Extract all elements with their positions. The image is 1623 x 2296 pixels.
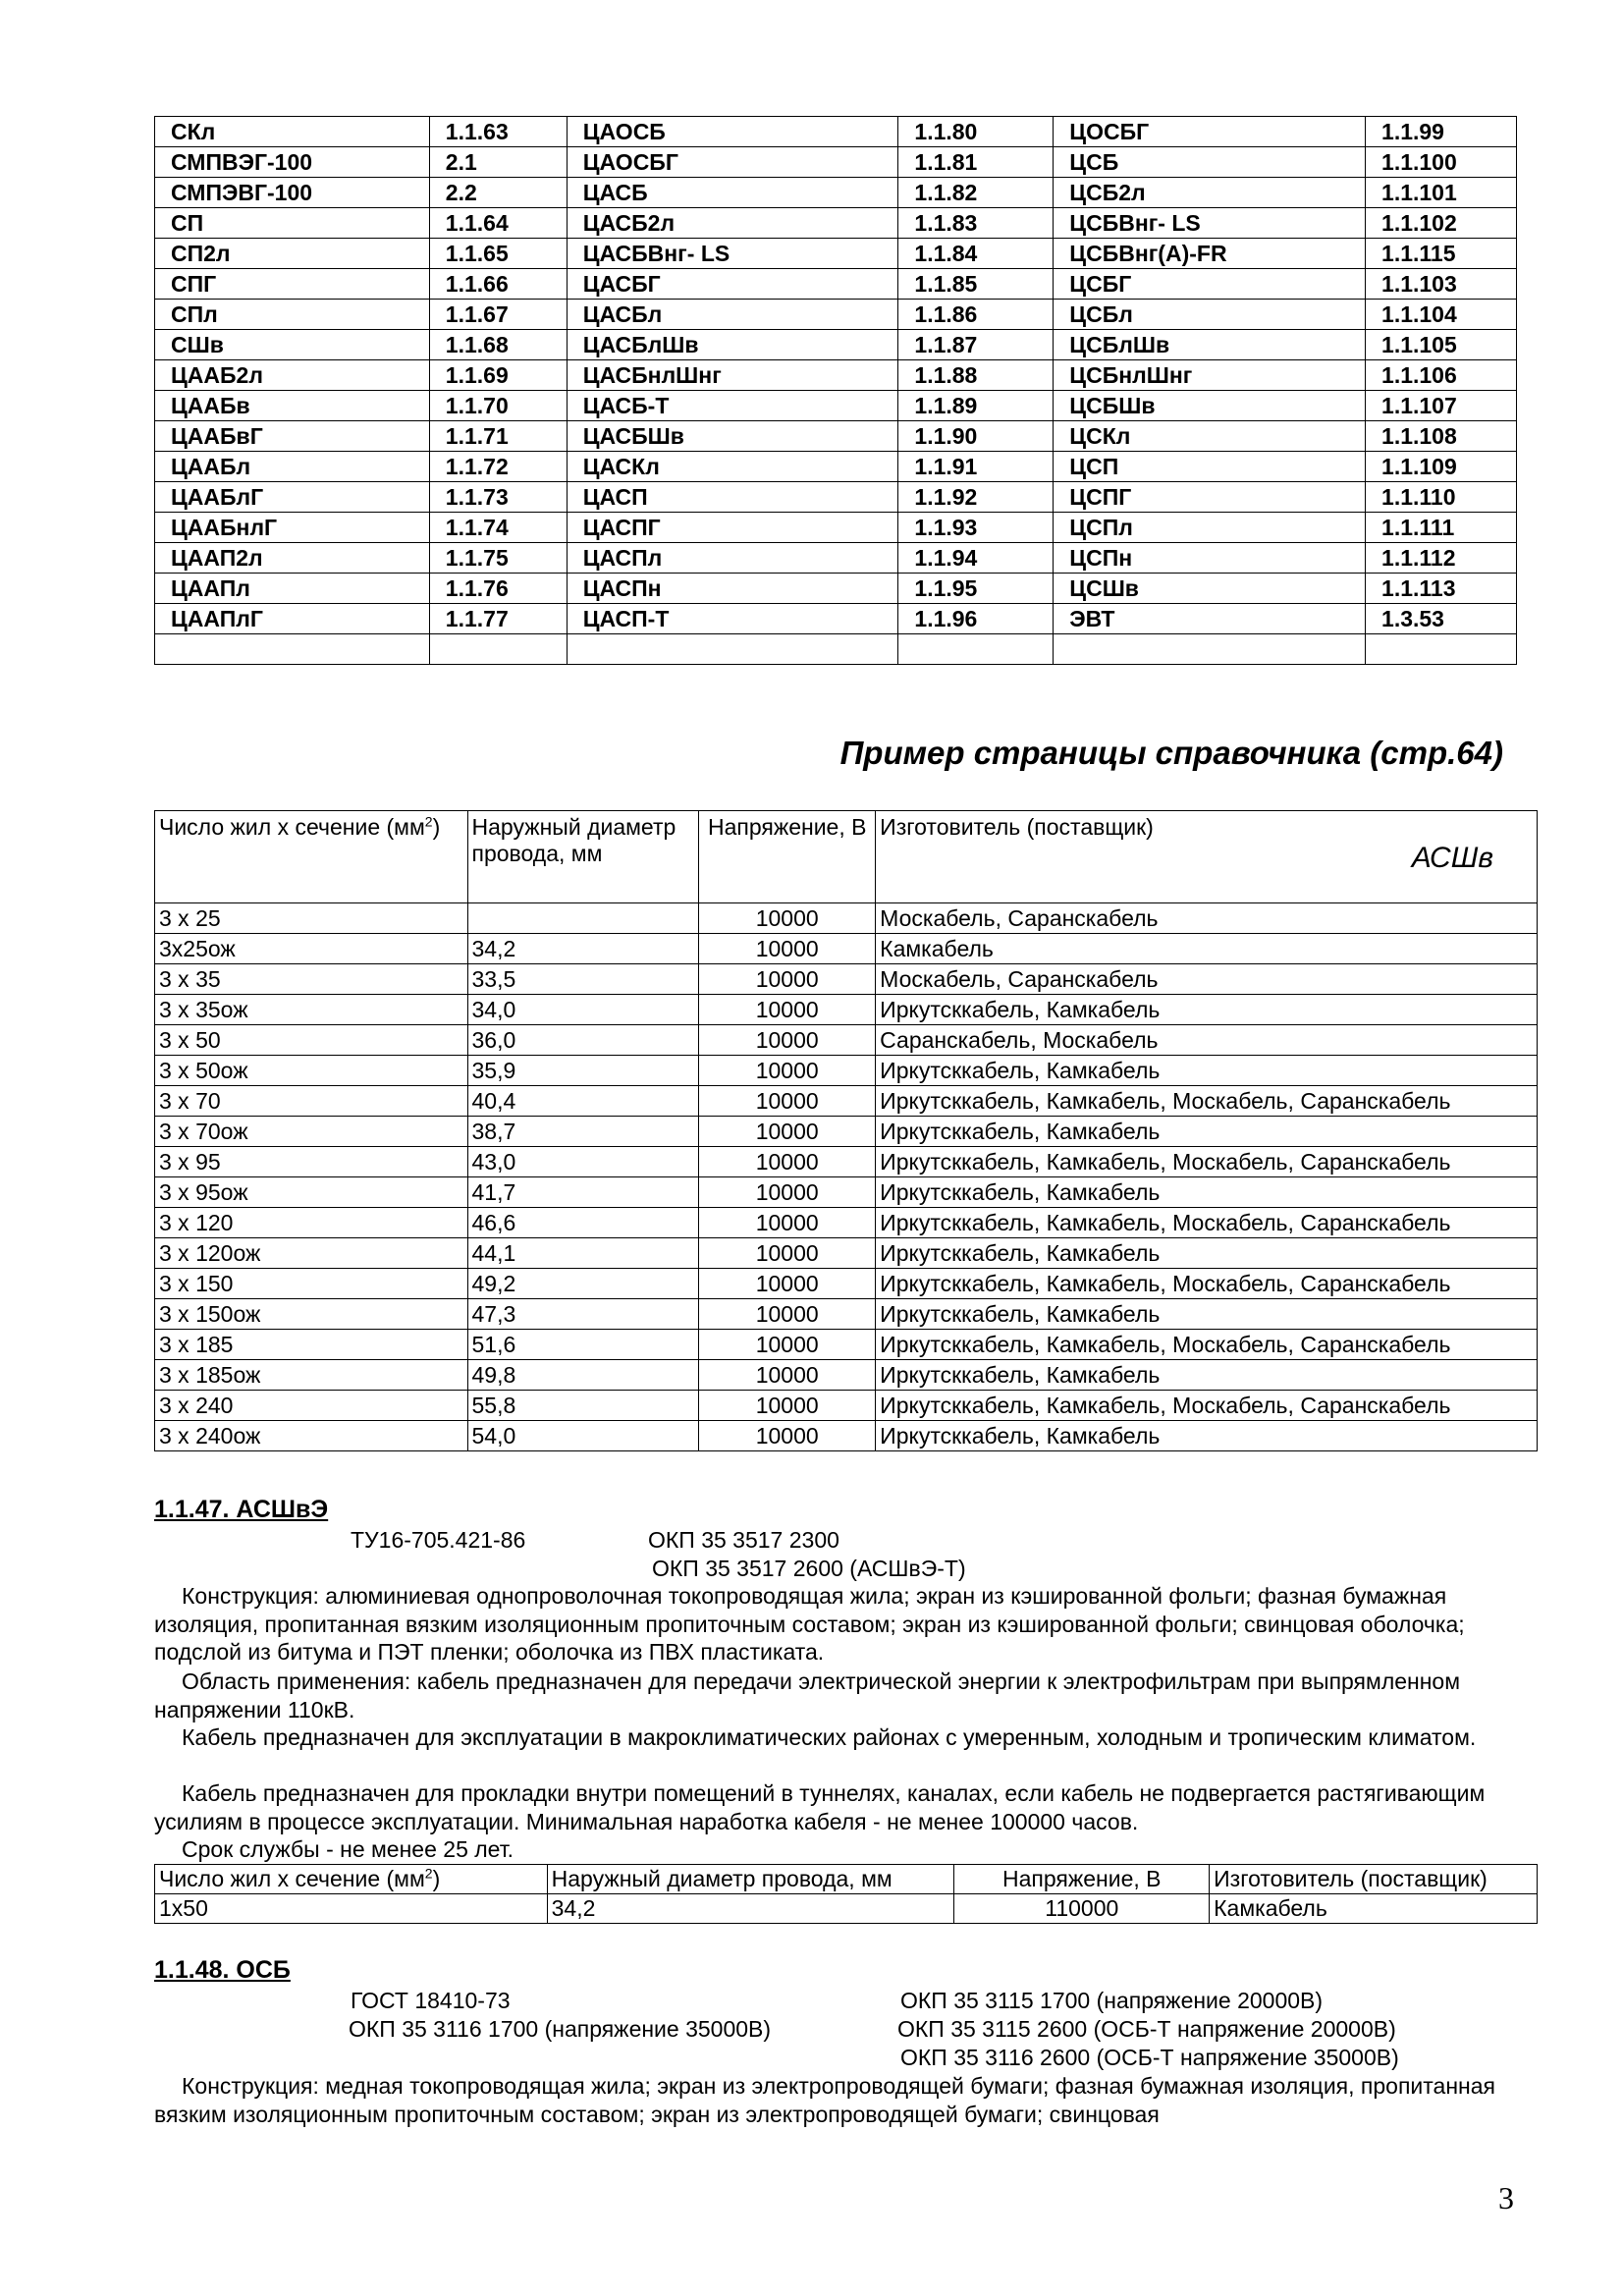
table-cell: 1.1.111 — [1366, 513, 1517, 543]
table-cell: 1.1.110 — [1366, 482, 1517, 513]
asshve-service-life: Срок службы - не менее 25 лет. — [182, 1836, 514, 1862]
table-cell: 1.1.81 — [898, 147, 1054, 178]
table-cell: 1.1.90 — [898, 421, 1054, 452]
table-cell: 10000 — [699, 1238, 876, 1269]
table-cell: 3 х 50 — [155, 1025, 468, 1056]
cable-mark: АСШв — [1411, 842, 1493, 874]
table-cell: ЦАСПл — [567, 543, 898, 574]
table-cell: 10000 — [699, 903, 876, 934]
table-cell: СПГ — [155, 269, 430, 300]
table-cell — [1054, 634, 1366, 665]
table-cell: 3 х 70 — [155, 1086, 468, 1117]
table-cell: ЦАОСБ — [567, 117, 898, 147]
table-cell: 10000 — [699, 1056, 876, 1086]
table-cell: 3 х 120 — [155, 1208, 468, 1238]
header-cores-section-tail: ) — [432, 814, 441, 840]
table-cell: ЦСБ — [1054, 147, 1366, 178]
table-row — [155, 1269, 1538, 1299]
table-cell: СП — [155, 208, 430, 239]
osb-okp-right-3: ОКП 35 3116 2600 (ОСБ-Т напряжение 35000В) — [900, 2045, 1399, 2070]
asshve-header-cores-sup: 2 — [424, 1865, 433, 1882]
table-cell: 1.1.105 — [1366, 330, 1517, 360]
table-row — [155, 269, 1517, 300]
page-number: 3 — [1498, 2180, 1514, 2215]
header-voltage: Напряжение, В — [699, 811, 876, 903]
table-cell: 1.1.83 — [898, 208, 1054, 239]
table-row — [155, 604, 1517, 634]
table-row — [155, 574, 1517, 604]
table-cell: 1.1.76 — [429, 574, 567, 604]
table-cell: ЦАСБл — [567, 300, 898, 330]
table-cell: 41,7 — [467, 1177, 699, 1208]
table-row — [155, 1086, 1538, 1117]
header-cores-section-sup: 2 — [424, 813, 433, 830]
table-cell: 40,4 — [467, 1086, 699, 1117]
table-cell — [429, 634, 567, 665]
table-cell: ЦСБлШв — [1054, 330, 1366, 360]
table-cell: 1.1.70 — [429, 391, 567, 421]
osb-okp-right-2: ОКП 35 3115 2600 (ОСБ-Т напряжение 20000В) — [897, 2016, 1396, 2042]
asshve-construction: Конструкция: алюминиевая однопроволочная токопроводящая жила; экран из кэшированной фольги; фазная бумажная изоляция, пропитанная вязким изоляционным пропиточным составом; экран из кэшированной фольги; свинцовая оболочка; подслой из битума и ПЭТ пленки; оболочка из ПВХ пластиката. — [154, 1583, 1465, 1665]
table-cell: 1.1.107 — [1366, 391, 1517, 421]
table-cell: 1.1.85 — [898, 269, 1054, 300]
table-cell: Камкабель — [1210, 1894, 1538, 1924]
table-cell: 1.1.101 — [1366, 178, 1517, 208]
table-cell: Москабель, Саранскабель — [876, 964, 1538, 995]
table-cell: 1.1.99 — [1366, 117, 1517, 147]
table-cell: ЦАСКл — [567, 452, 898, 482]
table-cell: Камкабель — [876, 934, 1538, 964]
table-row — [155, 964, 1538, 995]
table-cell — [567, 634, 898, 665]
table-row — [155, 330, 1517, 360]
table-cell: 1.1.102 — [1366, 208, 1517, 239]
table-row — [155, 543, 1517, 574]
table-row — [155, 482, 1517, 513]
table-cell: 1.1.106 — [1366, 360, 1517, 391]
table-cell: 1.1.69 — [429, 360, 567, 391]
table-row — [155, 239, 1517, 269]
osb-okp-left: ОКП 35 3116 1700 (напряжение 35000В) — [349, 2016, 772, 2042]
table-cell: 10000 — [699, 1391, 876, 1421]
table-cell: Иркутсккабель, Камкабель — [876, 1299, 1538, 1330]
table-cell: 1х50 — [155, 1894, 548, 1924]
asshve-okp-2: ОКП 35 3517 2600 (АСШвЭ-Т) — [652, 1556, 966, 1581]
table-cell: ЦАСБШв — [567, 421, 898, 452]
table-row — [155, 1177, 1538, 1208]
table-cell: 51,6 — [467, 1330, 699, 1360]
osb-gost: ГОСТ 18410-73 — [351, 1988, 511, 2013]
table-cell: 1.1.88 — [898, 360, 1054, 391]
table-cell: 1.1.66 — [429, 269, 567, 300]
table-cell: Москабель, Саранскабель — [876, 903, 1538, 934]
table-cell: 1.1.87 — [898, 330, 1054, 360]
table-cell: ЦАСБВнг- LS — [567, 239, 898, 269]
table-cell: ЦААБ2л — [155, 360, 430, 391]
table-cell: Иркутсккабель, Камкабель, Москабель, Саранскабель — [876, 1086, 1538, 1117]
table-cell: СП2л — [155, 239, 430, 269]
table-cell: ЦАСПн — [567, 574, 898, 604]
asshve-table — [154, 1864, 1538, 1924]
header-cores-section-text: Число жил х сечение (мм — [159, 814, 425, 840]
table-cell: ЦАСБ-Т — [567, 391, 898, 421]
table-cell: ЦАОСБГ — [567, 147, 898, 178]
table-cell: 10000 — [699, 934, 876, 964]
table-row — [155, 1117, 1538, 1147]
table-cell: 3 х 150ож — [155, 1299, 468, 1330]
table-row — [155, 1330, 1538, 1360]
table-cell: 44,1 — [467, 1238, 699, 1269]
table-row — [155, 1025, 1538, 1056]
table-cell: 2.2 — [429, 178, 567, 208]
table-cell: Иркутсккабель, Камкабель, Москабель, Саранскабель — [876, 1147, 1538, 1177]
table-row — [155, 1056, 1538, 1086]
table-cell: 3х25ож — [155, 934, 468, 964]
table-row — [155, 1360, 1538, 1391]
table-cell: 34,2 — [547, 1894, 954, 1924]
table-cell: 1.1.96 — [898, 604, 1054, 634]
table-cell: Иркутсккабель, Камкабель — [876, 1117, 1538, 1147]
table-cell: 10000 — [699, 1086, 876, 1117]
table-cell: ЦААП2л — [155, 543, 430, 574]
table-cell: ЦАСБнлШнг — [567, 360, 898, 391]
table-cell: 1.1.71 — [429, 421, 567, 452]
table-cell: 1.1.104 — [1366, 300, 1517, 330]
table-cell: 3 х 70ож — [155, 1117, 468, 1147]
table-cell: ЦАСБ — [567, 178, 898, 208]
table-cell: 33,5 — [467, 964, 699, 995]
table-cell: 10000 — [699, 1360, 876, 1391]
section-title-asshve: 1.1.47. АСШвЭ — [154, 1496, 329, 1523]
asshve-header-cores-text: Число жил х сечение (мм — [159, 1866, 425, 1891]
table-cell: ЦАСП — [567, 482, 898, 513]
table-cell: 10000 — [699, 1117, 876, 1147]
asshve-installation: Кабель предназначен для прокладки внутри помещений в туннелях, каналах, если кабель не подвергается растягивающим усилиям в процессе эксплуатации. Минимальная наработка кабеля - не менее 100000 часов. — [154, 1780, 1486, 1834]
table-cell: 3 х 185ож — [155, 1360, 468, 1391]
table-cell: 3 х 35 — [155, 964, 468, 995]
table-cell: ЦАСПГ — [567, 513, 898, 543]
table-cell: 3 х 150 — [155, 1269, 468, 1299]
table-cell: 1.1.92 — [898, 482, 1054, 513]
table-cell: 49,2 — [467, 1269, 699, 1299]
table-row — [155, 1238, 1538, 1269]
table-cell: ЦСПл — [1054, 513, 1366, 543]
table-cell: Иркутсккабель, Камкабель, Москабель, Саранскабель — [876, 1208, 1538, 1238]
table-cell: 1.1.80 — [898, 117, 1054, 147]
table-row — [155, 1299, 1538, 1330]
table-cell: ЦАСП-Т — [567, 604, 898, 634]
table-cell: Иркутсккабель, Камкабель — [876, 1421, 1538, 1451]
table-cell: 3 х 50ож — [155, 1056, 468, 1086]
table-cell: ЦСПн — [1054, 543, 1366, 574]
table-cell: Иркутсккабель, Камкабель — [876, 1177, 1538, 1208]
table-cell: 3 х 120ож — [155, 1238, 468, 1269]
table-cell: 1.1.75 — [429, 543, 567, 574]
table-cell: ЦААБв — [155, 391, 430, 421]
table-cell: Саранскабель, Москабель — [876, 1025, 1538, 1056]
asshve-climate: Кабель предназначен для эксплуатации в макроклиматических районах с умеренным, холодным и тропическим климатом. — [182, 1724, 1477, 1750]
table-row — [155, 903, 1538, 934]
table-cell: ЦСПГ — [1054, 482, 1366, 513]
example-table-header — [155, 811, 1538, 903]
table-row — [155, 300, 1517, 330]
table-cell: 1.1.72 — [429, 452, 567, 482]
asshve-header-voltage: Напряжение, В — [954, 1865, 1210, 1894]
table-cell: 1.1.65 — [429, 239, 567, 269]
asshve-table-header — [155, 1865, 1538, 1894]
example-table — [154, 810, 1538, 1451]
example-table-body — [155, 811, 1538, 1451]
table-row — [155, 117, 1517, 147]
table-cell: СКл — [155, 117, 430, 147]
table-cell: 3 х 240ож — [155, 1421, 468, 1451]
table-cell: ЦААПл — [155, 574, 430, 604]
table-cell: 10000 — [699, 1177, 876, 1208]
table-cell: 3 х 95ож — [155, 1177, 468, 1208]
table-cell: 1.1.115 — [1366, 239, 1517, 269]
table-row — [155, 995, 1538, 1025]
header-outer-diameter: Наружный диаметр провода, мм — [467, 811, 699, 903]
table-row — [155, 513, 1517, 543]
table-cell: 35,9 — [467, 1056, 699, 1086]
table-cell: ЦААБл — [155, 452, 430, 482]
table-cell: 3 х 240 — [155, 1391, 468, 1421]
asshve-okp-1: ОКП 35 3517 2300 — [648, 1527, 839, 1553]
index-table-body — [155, 117, 1517, 665]
table-cell: 10000 — [699, 1147, 876, 1177]
table-cell: ЦСП — [1054, 452, 1366, 482]
table-cell: 1.1.91 — [898, 452, 1054, 482]
table-cell: 1.1.68 — [429, 330, 567, 360]
table-cell: ЦСКл — [1054, 421, 1366, 452]
table-cell: 1.1.86 — [898, 300, 1054, 330]
table-cell: 1.1.74 — [429, 513, 567, 543]
header-manufacturer-text: Изготовитель (поставщик) — [880, 814, 1154, 840]
table-cell: ЭВТ — [1054, 604, 1366, 634]
asshve-tu: ТУ16-705.421-86 — [351, 1527, 526, 1553]
table-cell: 1.1.73 — [429, 482, 567, 513]
table-row — [155, 1391, 1538, 1421]
asshve-header-cores-tail: ) — [432, 1866, 441, 1891]
table-cell: 1.1.64 — [429, 208, 567, 239]
osb-okp-right-1: ОКП 35 3115 1700 (напряжение 20000В) — [900, 1988, 1324, 2013]
table-cell — [467, 903, 699, 934]
table-cell: 49,8 — [467, 1360, 699, 1391]
table-cell: 1.1.67 — [429, 300, 567, 330]
table-cell: ЦААПлГ — [155, 604, 430, 634]
table-cell: 1.1.103 — [1366, 269, 1517, 300]
table-cell: 10000 — [699, 1269, 876, 1299]
table-cell: 1.1.112 — [1366, 543, 1517, 574]
table-cell — [155, 634, 430, 665]
header-cores-section — [155, 811, 468, 903]
table-row — [155, 391, 1517, 421]
table-cell: Иркутсккабель, Камкабель, Москабель, Саранскабель — [876, 1269, 1538, 1299]
table-cell: 1.1.93 — [898, 513, 1054, 543]
table-cell: 47,3 — [467, 1299, 699, 1330]
table-row — [155, 1421, 1538, 1451]
table-cell: ЦААБнлГ — [155, 513, 430, 543]
table-cell: 10000 — [699, 1330, 876, 1360]
table-cell: ЦСБнлШнг — [1054, 360, 1366, 391]
table-cell: 10000 — [699, 995, 876, 1025]
table-row — [155, 634, 1517, 665]
table-cell: 10000 — [699, 1299, 876, 1330]
asshve-header-manufacturer: Изготовитель (поставщик) — [1210, 1865, 1538, 1894]
table-cell: ЦААБвГ — [155, 421, 430, 452]
table-cell: ЦСБВнг(А)-FR — [1054, 239, 1366, 269]
table-cell: Иркутсккабель, Камкабель — [876, 995, 1538, 1025]
table-cell: 1.1.100 — [1366, 147, 1517, 178]
section-title-osb: 1.1.48. ОСБ — [154, 1956, 291, 1984]
table-row — [155, 208, 1517, 239]
asshve-header-diameter: Наружный диаметр провода, мм — [547, 1865, 954, 1894]
table-cell: Иркутсккабель, Камкабель, Москабель, Саранскабель — [876, 1391, 1538, 1421]
table-cell: 1.3.53 — [1366, 604, 1517, 634]
table-cell: ЦОСБГ — [1054, 117, 1366, 147]
asshve-header-cores — [155, 1865, 548, 1894]
table-cell: СШв — [155, 330, 430, 360]
table-row — [155, 934, 1538, 964]
table-cell — [898, 634, 1054, 665]
table-cell: 1.1.63 — [429, 117, 567, 147]
table-cell: ЦААБлГ — [155, 482, 430, 513]
table-cell: СМПЭВГ-100 — [155, 178, 430, 208]
table-cell: 3 х 35ож — [155, 995, 468, 1025]
header-manufacturer — [876, 811, 1538, 903]
table-cell: 1.1.113 — [1366, 574, 1517, 604]
table-cell: СМПВЭГ-100 — [155, 147, 430, 178]
table-cell: 10000 — [699, 1025, 876, 1056]
table-cell: 1.1.82 — [898, 178, 1054, 208]
table-cell: 1.1.84 — [898, 239, 1054, 269]
table-cell: 34,0 — [467, 995, 699, 1025]
table-cell: Иркутсккабель, Камкабель — [876, 1238, 1538, 1269]
table-row — [155, 360, 1517, 391]
table-cell: 3 х 25 — [155, 903, 468, 934]
table-cell: 34,2 — [467, 934, 699, 964]
table-cell: Иркутсккабель, Камкабель — [876, 1360, 1538, 1391]
table-cell: 110000 — [954, 1894, 1210, 1924]
osb-construction: Конструкция: медная токопроводящая жила; экран из электропроводящей бумаги; фазная бумажная изоляция, пропитанная вязким изоляционным пропиточным составом; экран из электропроводящей бумаги; свинцовая — [154, 2073, 1495, 2127]
table-cell: 54,0 — [467, 1421, 699, 1451]
table-cell: 10000 — [699, 1208, 876, 1238]
table-cell: 43,0 — [467, 1147, 699, 1177]
table-cell: 36,0 — [467, 1025, 699, 1056]
table-row — [155, 147, 1517, 178]
table-cell: 46,6 — [467, 1208, 699, 1238]
table-row — [155, 1894, 1538, 1924]
table-cell: 10000 — [699, 964, 876, 995]
example-heading: Пример страницы справочника (стр.64) — [839, 735, 1503, 771]
table-cell: ЦСБШв — [1054, 391, 1366, 421]
table-cell: 10000 — [699, 1421, 876, 1451]
table-row — [155, 421, 1517, 452]
table-cell: ЦАСБ2л — [567, 208, 898, 239]
table-cell: ЦСШв — [1054, 574, 1366, 604]
table-cell: 55,8 — [467, 1391, 699, 1421]
asshve-application: Область применения: кабель предназначен для передачи электрической энергии к электрофильтрам при выпрямленном напряжении 110кВ. — [154, 1668, 1461, 1722]
table-cell: 2.1 — [429, 147, 567, 178]
table-cell: ЦСБВнг- LS — [1054, 208, 1366, 239]
table-cell: СПл — [155, 300, 430, 330]
table-cell: 3 х 185 — [155, 1330, 468, 1360]
table-cell: 1.1.108 — [1366, 421, 1517, 452]
table-cell: 1.1.77 — [429, 604, 567, 634]
table-cell: 38,7 — [467, 1117, 699, 1147]
table-row — [155, 452, 1517, 482]
table-cell: 3 х 95 — [155, 1147, 468, 1177]
table-cell: 1.1.94 — [898, 543, 1054, 574]
table-cell: 1.1.95 — [898, 574, 1054, 604]
table-cell: ЦСБл — [1054, 300, 1366, 330]
table-row — [155, 1147, 1538, 1177]
table-cell: Иркутсккабель, Камкабель — [876, 1056, 1538, 1086]
table-cell: ЦСБГ — [1054, 269, 1366, 300]
table-cell: 1.1.109 — [1366, 452, 1517, 482]
table-cell: ЦСБ2л — [1054, 178, 1366, 208]
index-table — [154, 116, 1517, 665]
table-cell: Иркутсккабель, Камкабель, Москабель, Саранскабель — [876, 1330, 1538, 1360]
table-cell — [1366, 634, 1517, 665]
table-row — [155, 178, 1517, 208]
table-cell: ЦАСБГ — [567, 269, 898, 300]
table-cell: ЦАСБлШв — [567, 330, 898, 360]
table-row — [155, 1208, 1538, 1238]
table-cell: 1.1.89 — [898, 391, 1054, 421]
